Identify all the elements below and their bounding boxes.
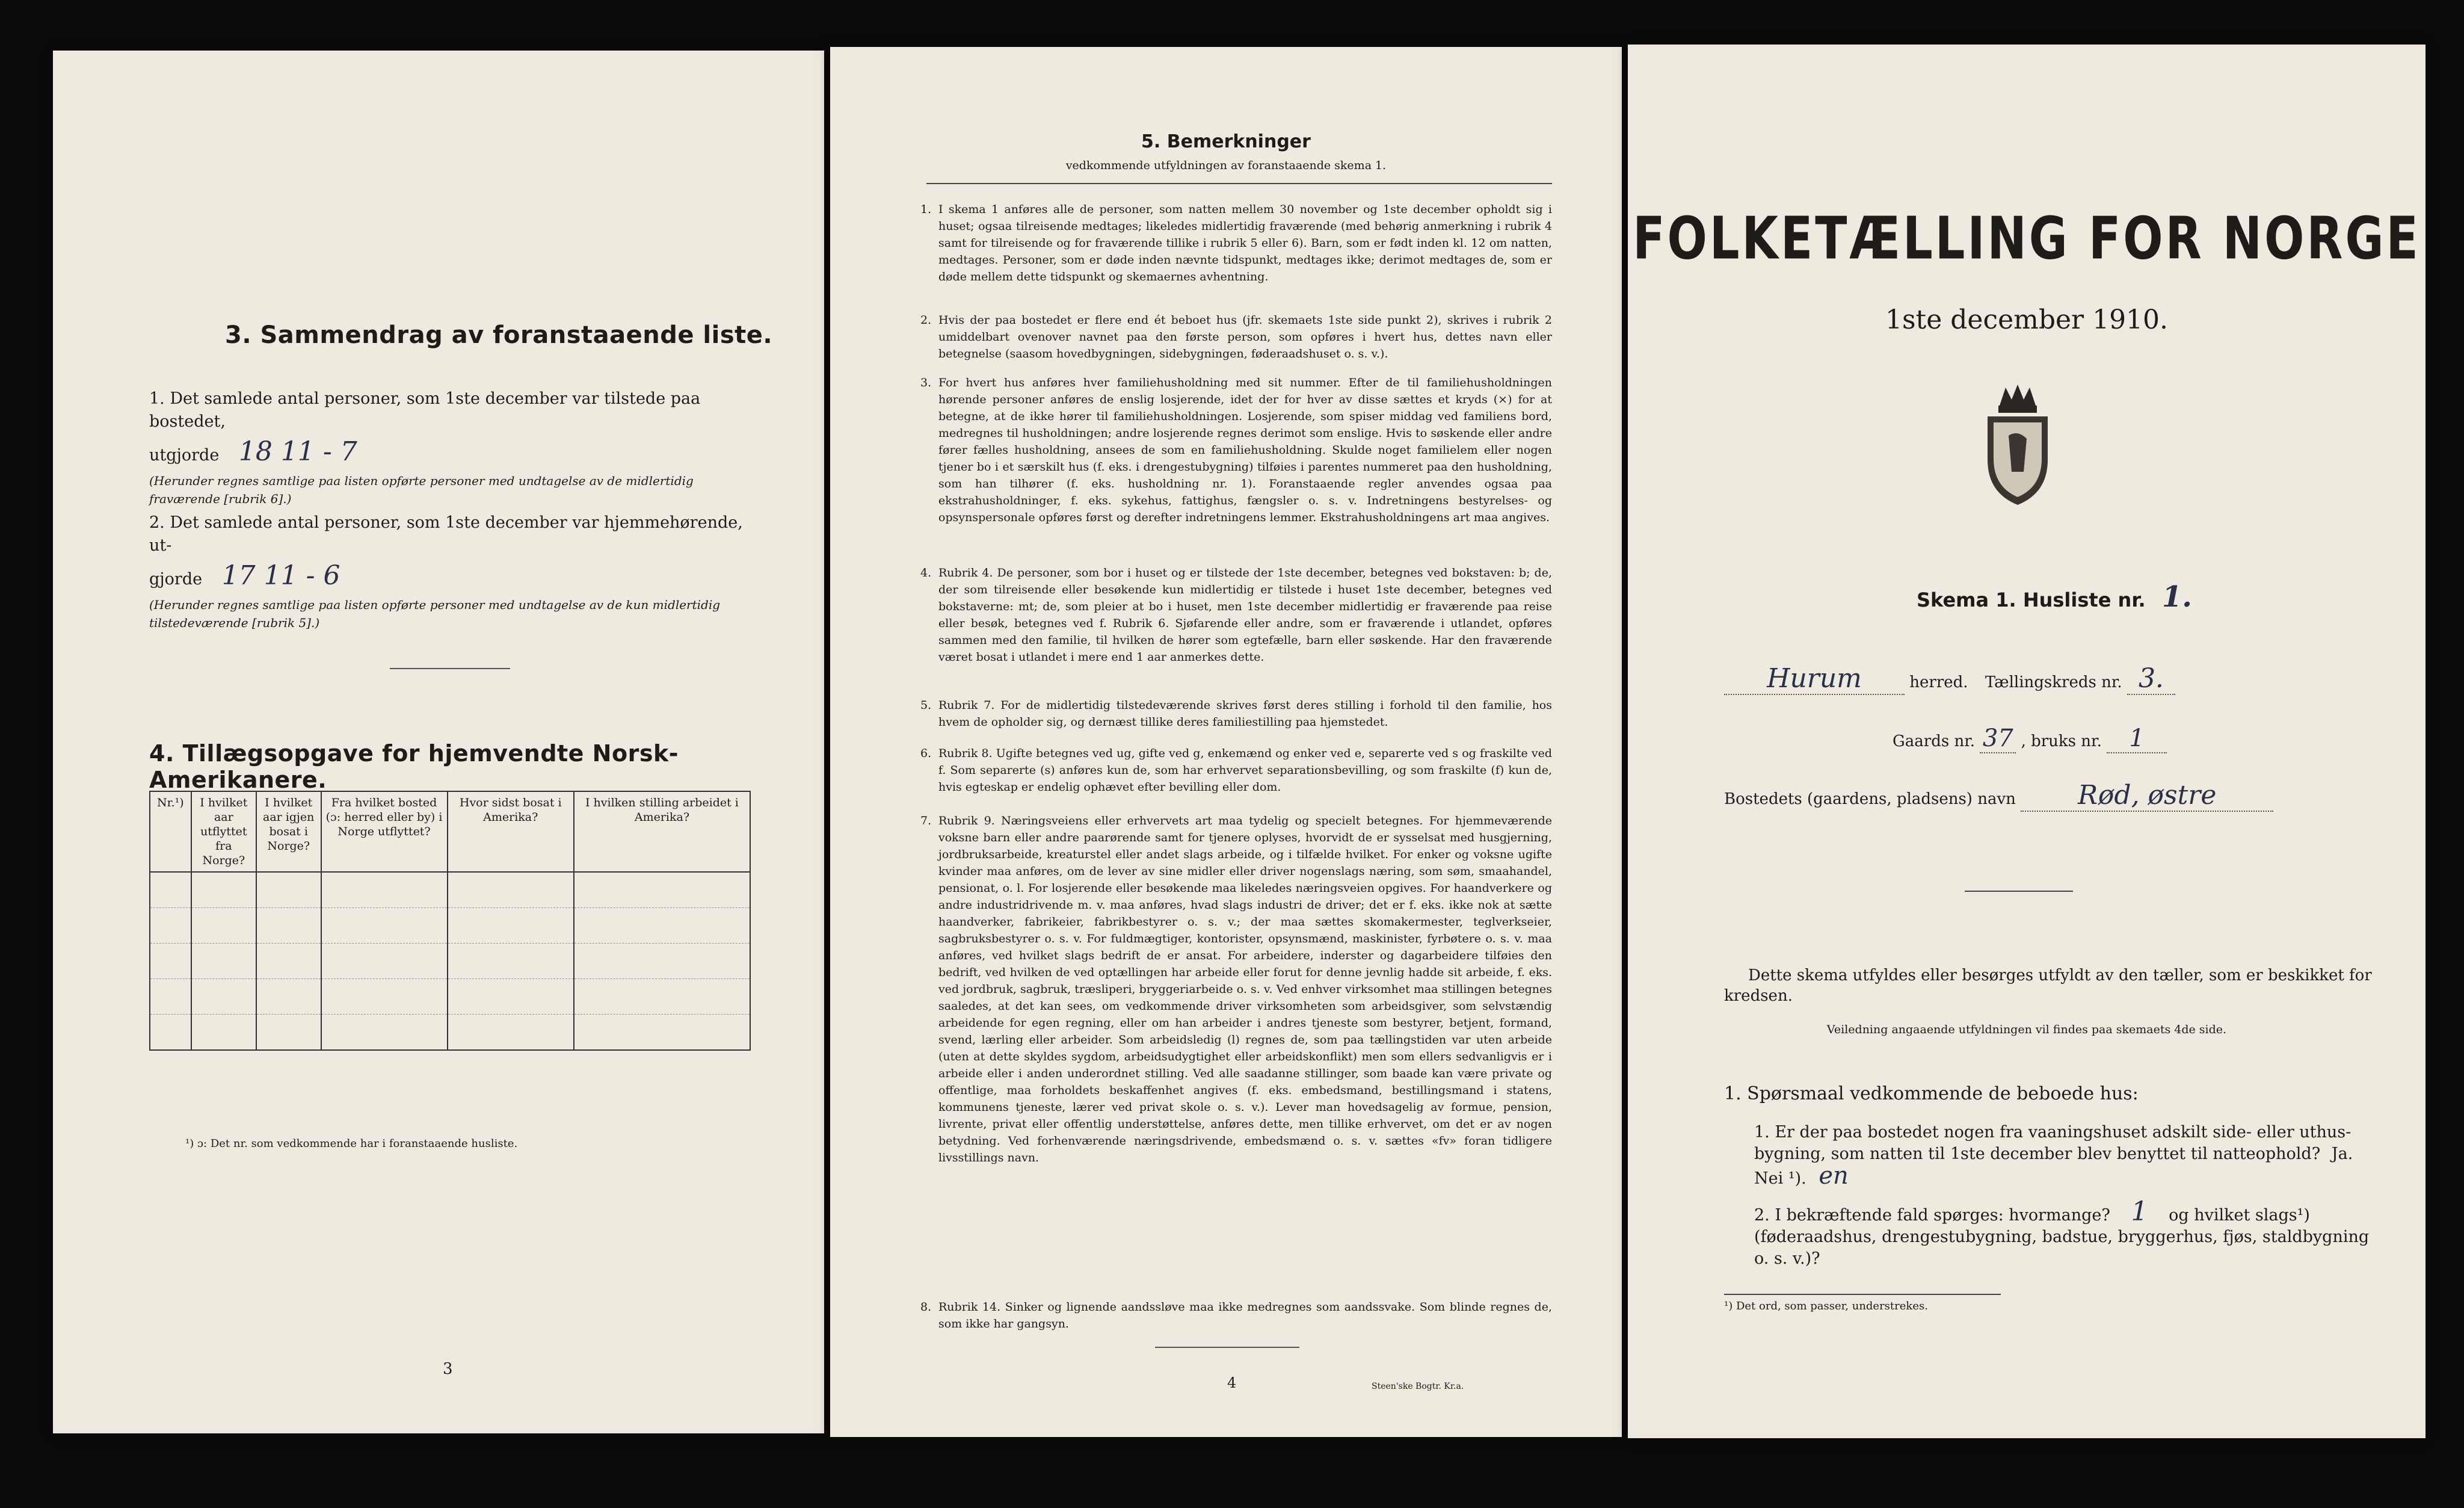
remark-item (920, 812, 1552, 1166)
remark-text: Rubrik 4. De personer, som bor i huset og er tilstede der 1ste december, betegnes ved bokstaven: b; de, der som tilreisende eller besøkende kun midlertidig er tilstede i huset 1ste december, betegnes ved bokstaverne: mt; de, som pleier at bo i huset, men 1ste december midlertidig er fraværende paa reise eller besøk, betegnes ved f. Rubrik 6. Sjøfarende eller andre, som er fraværende i utlandet, opføres sammen med den familie, til hvilken de hører som egtefælle, barn eller søskende. Har den fraværende været bosat i utlandet i mere end 1 aar anmerkes dette. (938, 566, 1552, 664)
remark-item (920, 1299, 1552, 1332)
questions-title: 1. Spørsmaal vedkommende de beboede hus: (1724, 1083, 2139, 1104)
summary-item-2-text: 2. Det samlede antal personer, som 1ste december var hjemmehørende, ut- (149, 513, 743, 555)
handwritten-bosted-name: Rød, østre (2077, 780, 2217, 811)
right-page (1628, 45, 2426, 1438)
question-2-text: 2. I bekræftende fald spørges: hvormange? (1754, 1206, 2110, 1225)
intro-guidance: Veiledning angaaende utfyldningen vil findes paa skemaets 4de side. (1826, 1023, 2227, 1036)
handwritten-answer: en (1819, 1162, 1849, 1190)
divider (390, 668, 510, 669)
bosted-line (1724, 780, 2273, 812)
middle-page (830, 47, 1622, 1437)
gaards-label: Gaards nr. (1893, 732, 1976, 750)
section-3-title: 3. Sammendrag av foranstaaende liste. (225, 321, 773, 349)
summary-item-2 (149, 511, 751, 632)
remark-item (920, 564, 1552, 666)
divider (1724, 1294, 2001, 1295)
remark-number: 2. (920, 314, 932, 327)
schema-line (1917, 580, 2192, 614)
handwritten-bruks-number: 1 (2129, 725, 2145, 752)
summary-item-1-prefix: utgjorde (149, 446, 220, 465)
table-header: I hvilket aar utflyttet fra Norge? (191, 791, 256, 872)
summary-item-2-prefix: gjorde (149, 570, 203, 589)
table-row (150, 944, 750, 979)
census-title: FOLKETÆLLING FOR NORGE (1633, 205, 2421, 273)
herred-label: herred. (1909, 673, 1968, 691)
remark-number: 5. (920, 699, 932, 712)
table-header: Hvor sidst bosat i Amerika? (448, 791, 574, 872)
summary-item-1-note: (Herunder regnes samtlige paa listen opførte personer med undtagelse av de midlertidig fraværende [rubrik 6].) (149, 474, 694, 506)
question-2-text-b: og hvilket slags¹) (føderaadshus, drengestubygning, badstue, bryggerhus, fjøs, staldbygning o. s. v.)? (1754, 1206, 2370, 1268)
table-row (150, 908, 750, 944)
remark-text: For hvert hus anføres hver familiehusholdning med sit nummer. Efter de til familiehusholdningen hørende personer anføres de enslig losjerende, idet der for hver av disse sættes et kryds (×) for at betegne, at de ikke hører til familiehusholdningen. Losjerende, som spiser middag ved familiens bord, medregnes til husholdningen; andre losjerende regnes derimot som enslige. Hvis to søskende eller andre fører fælles husholdning, ansees de som en familiehusholdning. Skulde noget familielem eller nogen tjener bo i et særskilt hus (f. eks. i drengestubygning) tilføies i parentes nummeret paa den husholdning, som han tilhører (f. eks. husholdning nr. 1). Foranstaaende regler anvendes ogsaa paa ekstrahusholdninger, f. eks. sykehus, fattighus, fængsler o. s. v. Indretningens bestyrelses- og opsynspersonale opføres først og derefter indretningens lemmer. Ekstrahusholdningens art maa angives. (938, 376, 1552, 524)
remark-number: 8. (920, 1300, 932, 1314)
intro-text: Dette skema utfyldes eller besørges utfyldt av den tæller, som er beskikket for kredsen. (1724, 966, 2372, 1005)
table-row (150, 1015, 750, 1051)
divider (926, 183, 1552, 184)
table-header-row (150, 791, 750, 872)
remark-text: Hvis der paa bostedet er flere end ét beboet hus (jfr. skemaets 1ste side punkt 2), skrives i rubrik 2 umiddelbart ovenover navnet paa den første person, som opføres i hvert hus, dettes navn eller betegnelse (saasom hovedbygningen, sidebygningen, føderaadshuset o. s. v.). (938, 314, 1552, 360)
table-header: Nr.¹) (150, 791, 191, 872)
page-number: 4 (1227, 1374, 1237, 1391)
remark-text: I skema 1 anføres alle de personer, som natten mellem 30 november og 1ste december opholdt sig i huset; ogsaa tilreisende medtages; likeledes midlertidig fraværende (med behørig anmerkning i rubrik 4 samt for tilreisende og for fraværende tillike i rubrik 5 eller 6). Barn, som er født inden kl. 12 om natten, medtages. Personer, som er døde inden nævnte tidspunkt, medtages ikke; derimot medtages de, som er døde mellem dette tidspunkt og skemaernes avhentning. (938, 203, 1552, 283)
bosted-label: Bostedets (gaardens, pladsens) navn (1724, 790, 2016, 808)
kreds-label: Tællingskreds nr. (1985, 673, 2122, 691)
question-1-options: Ja. Nei ¹). (1754, 1145, 2353, 1188)
norwegian-american-table (149, 791, 751, 1051)
summary-item-1-text: 1. Det samlede antal personer, som 1ste december var tilstede paa bostedet, (149, 389, 701, 431)
remark-text: Rubrik 8. Ugifte betegnes ved ug, gifte ved g, enkemænd og enker ved e, separerte ved s og fraskilte ved f. Som separerte (s) anføres kun de, som har erhvervet separationsbevilling, og som fraskilte (f) kun de, hvis egteskap er endelig ophævet efter bevilling eller dom. (938, 747, 1552, 794)
remark-text: Rubrik 14. Sinker og lignende aandssløve maa ikke medregnes som aandssvake. Som blinde regnes de, som ikke har gangsyn. (938, 1300, 1552, 1330)
herred-line (1724, 663, 2386, 695)
handwritten-list-number: 1. (2161, 580, 2192, 614)
remark-number: 7. (920, 814, 932, 827)
table-row (150, 872, 750, 908)
summary-item-1 (149, 388, 751, 508)
footnote: ¹) Det ord, som passer, understrekes. (1724, 1300, 1928, 1312)
handwritten-herred: Hurum (1767, 663, 1862, 694)
divider (1155, 1347, 1299, 1348)
remark-item (920, 312, 1552, 362)
remark-number: 6. (920, 747, 932, 760)
handwritten-gaards-number: 37 (1982, 725, 2013, 752)
remark-number: 1. (920, 203, 932, 216)
handwritten-count: 1 (2131, 1196, 2148, 1227)
ornament-divider (1965, 891, 2073, 892)
table-footnote: ¹) ɔ: Det nr. som vedkommende har i foranstaaende husliste. (185, 1137, 518, 1150)
bruks-label: , bruks nr. (2021, 732, 2102, 750)
page-number: 3 (443, 1360, 453, 1378)
remark-item (920, 697, 1552, 731)
remark-item (920, 201, 1552, 285)
section-4-title: 4. Tillægsopgave for hjemvendte Norsk-Amerikanere. (149, 740, 679, 793)
handwritten-present-count: 18 11 - 7 (238, 436, 357, 467)
table-row (150, 979, 750, 1015)
coat-of-arms-icon (1976, 382, 2060, 508)
remark-number: 4. (920, 566, 932, 579)
question-1-text: 1. Er der paa bostedet nogen fra vaaningshuset adskilt side- eller uthus-bygning, som natten til 1ste december blev benyttet til natteophold? (1754, 1123, 2352, 1163)
gaards-line (1893, 725, 2167, 753)
summary-item-2-note: (Herunder regnes samtlige paa listen opførte personer med undtagelse av de kun midlertidig tilstedeværende [rubrik 5].) (149, 598, 721, 630)
handwritten-resident-count: 17 11 - 6 (221, 560, 340, 591)
schema-label: Skema 1. Husliste nr. (1917, 589, 2146, 611)
table-header: I hvilken stilling arbeidet i Amerika? (574, 791, 750, 872)
remarks-title: 5. Bemerkninger (1141, 131, 1311, 152)
remark-number: 3. (920, 376, 932, 389)
table-header: Fra hvilket bosted (ɔ: herred eller by) i Norge utflyttet? (321, 791, 448, 872)
remarks-subtitle: vedkommende utfyldningen av foranstaaende skema 1. (1065, 159, 1387, 172)
remark-text: Rubrik 7. For de midlertidig tilstedeværende skrives først deres stilling i forhold til den familie, hos hvem de opholder sig, og dernæst tillike deres familiestilling paa hjemstedet. (938, 699, 1552, 729)
table-header: I hvilket aar igjen bosat i Norge? (256, 791, 321, 872)
question-1 (1754, 1122, 2380, 1190)
handwritten-kreds: 3. (2138, 663, 2164, 694)
left-page (53, 51, 824, 1433)
printer-mark: Steen'ske Bogtr. Kr.a. (1372, 1382, 1464, 1391)
remark-item (920, 745, 1552, 796)
question-2 (1754, 1196, 2380, 1270)
remark-item (920, 374, 1552, 526)
remark-text: Rubrik 9. Næringsveiens eller erhvervets art maa tydelig og specielt betegnes. For hjemmeværende voksne barn eller andre paarørende samt for tjenere oplyses, hvorvidt de er sysselsat med husgjerning, jordbruksarbeide, kreaturstel eller andet slags arbeide, og i tilfælde hvilket. For enker og voksne ugifte kvinder maa anføres, om de lever av sine midler eller driver nogenslags næring, som søm, smaahandel, pensionat, o. l. For losjerende eller besøkende maa likeledes næringsveien opgives. For haandverkere og andre industridrivende m. v. maa anføres, hvad slags industri de driver; det er f. eks. ikke nok at sætte haandverker, fabrikeier, fabrikbestyrer o. s. v.; der maa sættes skomakermester, teglverkseier, sagbruksbestyrer o. s. v. For fuldmægtiger, kontorister, opsynsmænd, maskinister, fyrbøtere o. s. v. maa anføres, ved hvilket slags bedrift de er ansat. For arbeidere, inderster og dagarbeidere tilføies den bedrift, ved hvilken de ved optællingen har arbeide eller forut for denne jevnlig hadde sit arbeide, f. eks. ved jordbruk, sagbruk, træsliperi, bryggeriarbeide o. s. v. Ved enhver virksomhet maa stillingen betegnes saaledes, at det kan sees, om vedkommende driver virksomheten som arbeidsgiver, som selvstændig arbeidende for egen regning, eller om han arbeider i andres tjeneste som bestyrer, betjent, formand, svend, lærling eller arbeider. Som arbeidsledig (l) regnes de, som paa tællingstiden var uten arbeide (uten at dette skyldes sygdom, arbeidsudygtighet eller arbeidskonflikt) men som ellers sedvanligvis er i arbeide eller i anden underordnet stilling. Ved alle saadanne stillinger, som baade kan være private og offentlige, maa forholdets beskaffenhet angives (f. eks. embedsmand, bestillingsmand i statens, kommunens tjeneste, lærer ved privat skole o. s. v.). Lever man hovedsagelig av formue, pension, livrente, privat eller offentlig understøttelse, anføres dette, men tillike erhvervet, om det er av nogen betydning. Ved forhenværende næringsdrivende, embedsmænd o. s. v. sættes «fv» foran tidligere livsstillings navn. (938, 814, 1552, 1164)
census-date: 1ste december 1910. (1885, 304, 2169, 335)
